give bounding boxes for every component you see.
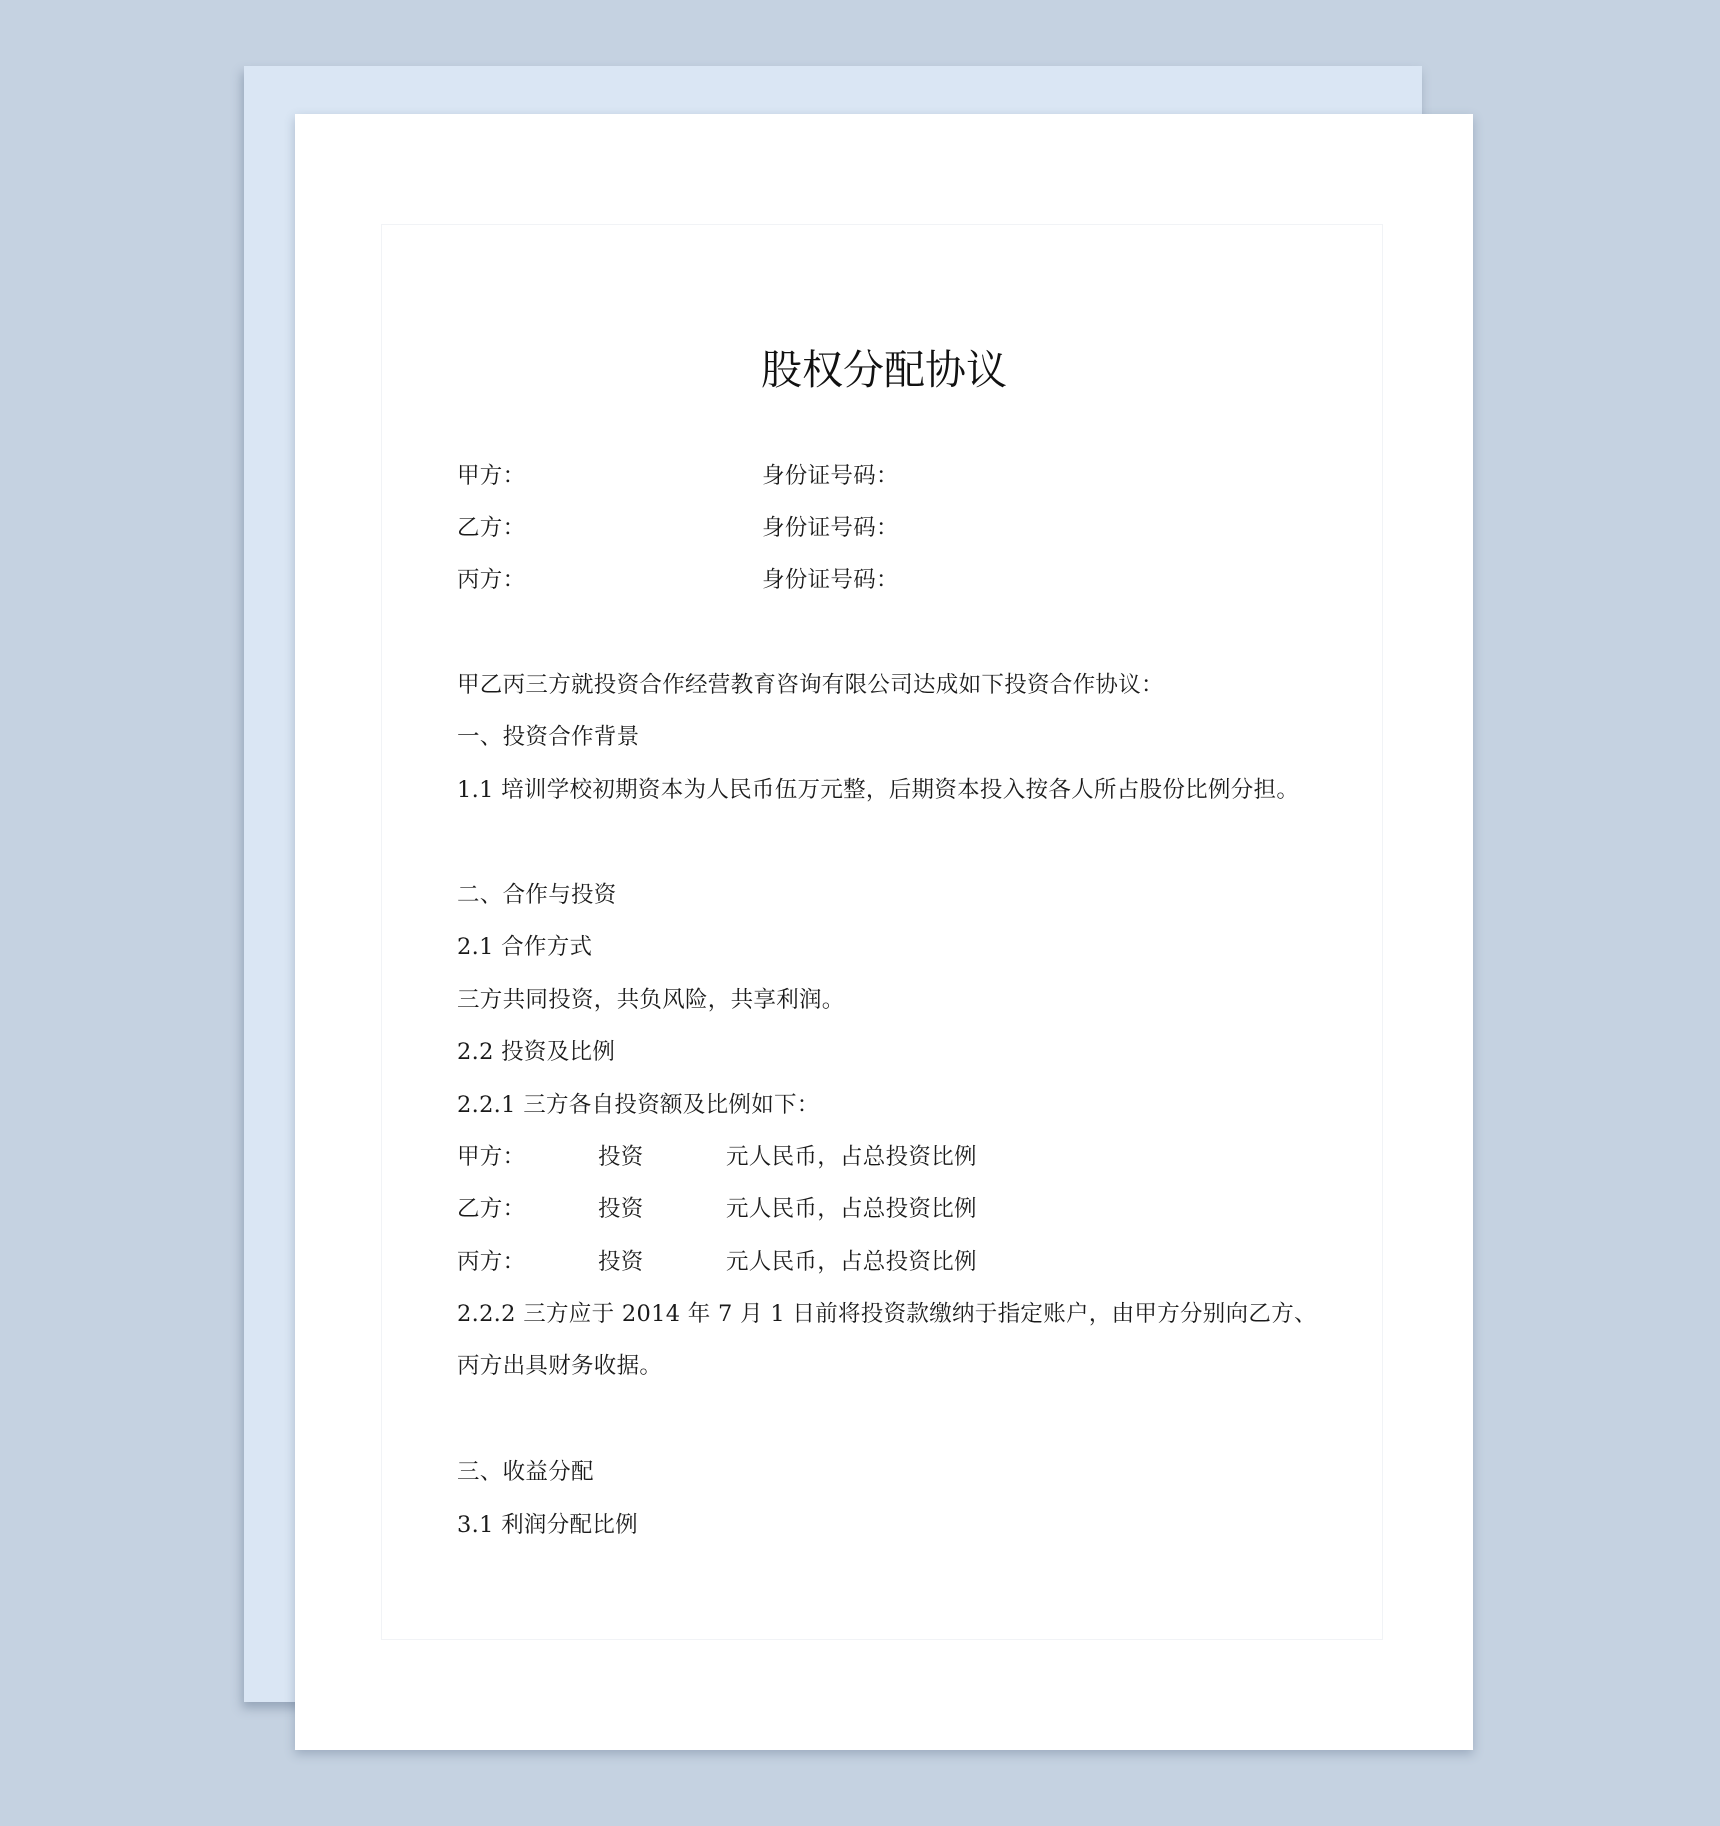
party-label: 丙方： xyxy=(457,1249,526,1275)
investment-row-a xyxy=(457,1131,977,1183)
clause-2-1-text: 三方共同投资，共负风险，共享利润。 xyxy=(457,987,845,1013)
id-number-label: 身份证号码： xyxy=(762,463,899,489)
id-number-label: 身份证号码： xyxy=(762,515,899,541)
clause-1-1: 1.1 培训学校初期资本为人民币伍万元整，后期资本投入按各人所占股份比例分担。 xyxy=(457,777,1300,803)
party-row-c xyxy=(457,554,899,606)
id-number-label: 身份证号码： xyxy=(762,567,899,593)
investment-row-c xyxy=(457,1236,977,1288)
section-heading-3: 三、收益分配 xyxy=(457,1459,594,1485)
clause-2-2-heading: 2.2 投资及比例 xyxy=(457,1039,616,1065)
party-label: 乙方： xyxy=(457,515,526,541)
section-heading-2: 二、合作与投资 xyxy=(457,882,617,908)
section-heading-1: 一、投资合作背景 xyxy=(457,724,640,750)
ratio-label: 元人民币，占总投资比例 xyxy=(726,1144,977,1170)
intro-paragraph: 甲乙丙三方就投资合作经营教育咨询有限公司达成如下投资合作协议： xyxy=(457,672,1164,698)
ratio-label: 元人民币，占总投资比例 xyxy=(726,1196,977,1222)
party-row-a xyxy=(457,450,899,502)
document-title: 股权分配协议 xyxy=(761,346,1007,394)
invest-label: 投资 xyxy=(598,1196,644,1222)
investment-row-b xyxy=(457,1183,977,1235)
invest-label: 投资 xyxy=(598,1144,644,1170)
ratio-label: 元人民币，占总投资比例 xyxy=(726,1249,977,1275)
party-label: 丙方： xyxy=(457,567,526,593)
party-label: 甲方： xyxy=(457,1144,526,1170)
clause-3-1-heading: 3.1 利润分配比例 xyxy=(457,1512,638,1538)
party-row-b xyxy=(457,502,899,554)
party-label: 甲方： xyxy=(457,463,526,489)
document-page xyxy=(295,114,1473,1750)
clause-2-1-heading: 2.1 合作方式 xyxy=(457,934,593,960)
clause-2-2-1: 2.2.1 三方各自投资额及比例如下： xyxy=(457,1092,820,1118)
party-label: 乙方： xyxy=(457,1196,526,1222)
invest-label: 投资 xyxy=(598,1249,644,1275)
clause-2-2-2-line2: 丙方出具财务收据。 xyxy=(457,1353,663,1379)
clause-2-2-2-line1: 2.2.2 三方应于 2014 年 7 月 1 日前将投资款缴纳于指定账户，由甲方分别向乙方、 xyxy=(457,1301,1317,1327)
